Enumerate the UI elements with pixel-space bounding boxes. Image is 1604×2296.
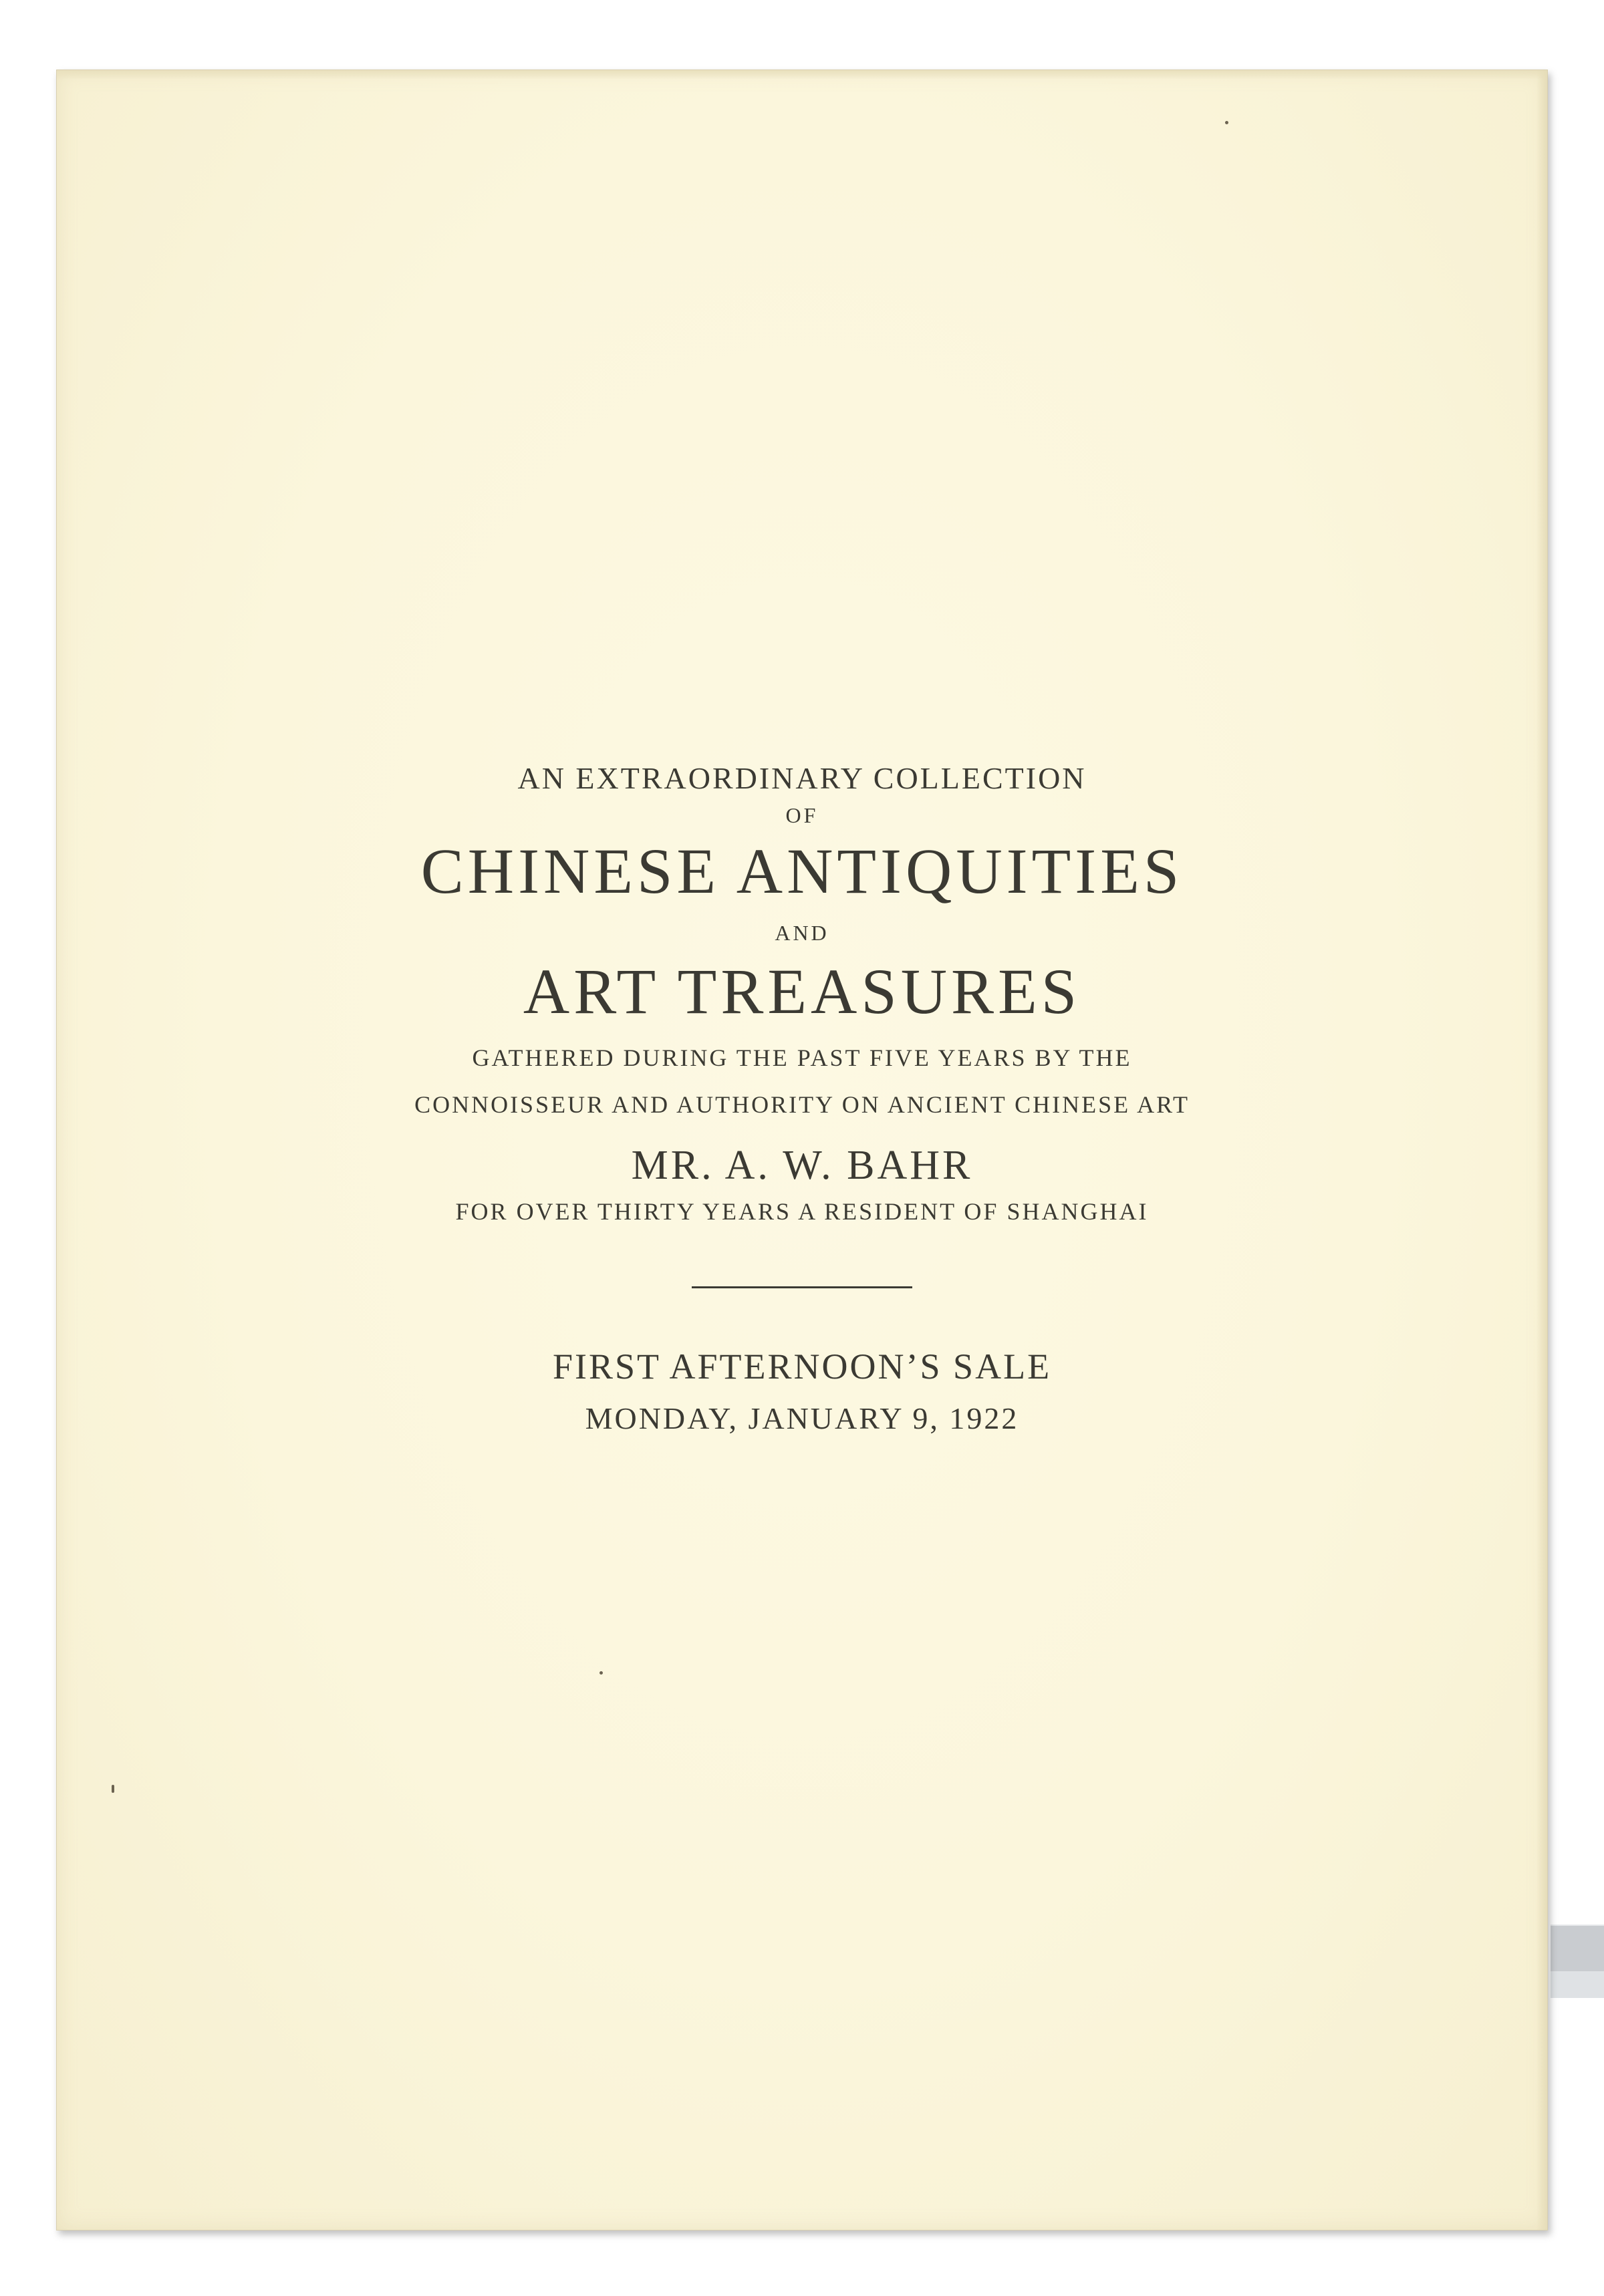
paper-mark — [112, 1785, 114, 1793]
of-line: OF — [785, 803, 819, 827]
sale-title: FIRST AFTERNOON’S SALE — [552, 1346, 1052, 1387]
paper-speck — [1225, 121, 1228, 124]
headline-chinese-antiquities: CHINESE ANTIQUITIES — [420, 835, 1184, 907]
gathered-line: GATHERED DURING THE PAST FIVE YEARS BY THE — [472, 1044, 1132, 1071]
scanner-edge-strip-lower — [1551, 1971, 1604, 1998]
resident-line: FOR OVER THIRTY YEARS A RESIDENT OF SHANGHAI — [455, 1198, 1149, 1225]
scanner-edge-strip — [1551, 1924, 1604, 1973]
intro-line: AN EXTRAORDINARY COLLECTION — [517, 761, 1087, 795]
headline-art-treasures: ART TREASURES — [523, 956, 1081, 1027]
paper-speck — [599, 1671, 603, 1675]
catalogue-cover — [56, 69, 1548, 2231]
divider-rule — [692, 1286, 912, 1288]
connoisseur-line: CONNOISSEUR AND AUTHORITY ON ANCIENT CHINESE ART — [414, 1091, 1190, 1118]
and-line: AND — [775, 921, 829, 945]
cover-top-edge — [57, 70, 1547, 80]
cover-title-block — [57, 758, 1547, 1441]
sale-date: MONDAY, JANUARY 9, 1922 — [585, 1401, 1019, 1435]
collector-name: MR. A. W. BAHR — [631, 1143, 973, 1188]
